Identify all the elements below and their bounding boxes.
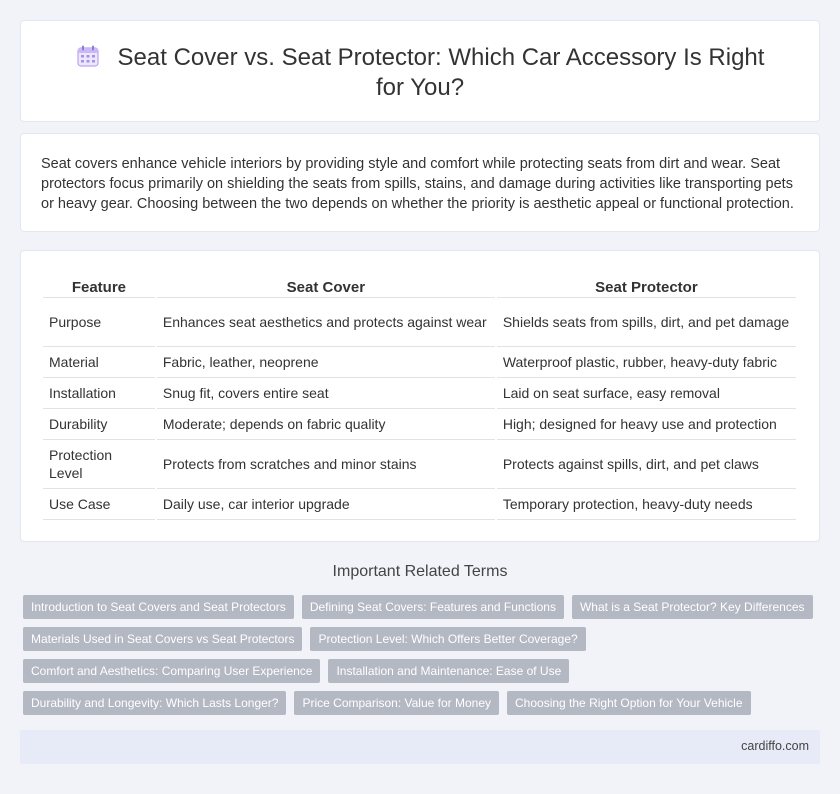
header-seat-protector: Seat Protector	[497, 278, 796, 298]
footer-site-link[interactable]: cardiffo.com	[741, 739, 809, 753]
header-seat-cover: Seat Cover	[157, 278, 495, 298]
intro-card	[20, 133, 820, 232]
table-row	[43, 440, 796, 489]
seat-protector-cell: Laid on seat surface, easy removal	[497, 378, 796, 409]
related-term-link[interactable]: Introduction to Seat Covers and Seat Protectors	[23, 595, 294, 619]
related-term-link[interactable]: What is a Seat Protector? Key Differences	[572, 595, 813, 619]
seat-protector-cell: Waterproof plastic, rubber, heavy-duty fabric	[497, 347, 796, 378]
header-feature: Feature	[43, 278, 155, 298]
related-term-link[interactable]: Installation and Maintenance: Ease of Use	[328, 659, 569, 683]
row-label: Durability	[43, 409, 155, 440]
related-term-link[interactable]: Comfort and Aesthetics: Comparing User Experience	[23, 659, 320, 683]
related-term-link[interactable]: Protection Level: Which Offers Better Coverage?	[310, 627, 585, 651]
table-row	[43, 378, 796, 409]
row-label: Material	[43, 347, 155, 378]
table-row	[43, 298, 796, 347]
table-header-row	[43, 278, 796, 298]
row-label: Purpose	[43, 298, 155, 347]
comparison-table	[41, 278, 798, 520]
seat-cover-cell: Fabric, leather, neoprene	[157, 347, 495, 378]
table-row	[43, 409, 796, 440]
table-row	[43, 347, 796, 378]
related-term-link[interactable]: Price Comparison: Value for Money	[294, 691, 499, 715]
intro-paragraph: Seat covers enhance vehicle interiors by providing style and comfort while protecting seats from dirt and wear. Seat protectors focus primarily on shielding the seats from spills, stains, and damage during activities like transporting pets or heavy gear. Choosing between the two depends on whether the priority is aesthetic appeal or functional protection.	[41, 156, 794, 212]
table-row	[43, 489, 796, 520]
seat-cover-cell: Protects from scratches and minor stains	[157, 440, 495, 489]
calendar-icon	[76, 44, 100, 68]
seat-protector-cell: Temporary protection, heavy-duty needs	[497, 489, 796, 520]
title-card	[20, 20, 820, 122]
seat-protector-cell: Protects against spills, dirt, and pet claws	[497, 440, 796, 489]
related-term-link[interactable]: Materials Used in Seat Covers vs Seat Protectors	[23, 627, 302, 651]
related-term-link[interactable]: Durability and Longevity: Which Lasts Longer?	[23, 691, 286, 715]
row-label: Use Case	[43, 489, 155, 520]
related-term-link[interactable]: Choosing the Right Option for Your Vehicle	[507, 691, 750, 715]
footer-bar	[20, 730, 820, 764]
seat-cover-cell: Enhances seat aesthetics and protects against wear	[157, 298, 495, 347]
related-term-link[interactable]: Defining Seat Covers: Features and Functions	[302, 595, 564, 619]
seat-cover-cell: Daily use, car interior upgrade	[157, 489, 495, 520]
seat-cover-cell: Moderate; depends on fabric quality	[157, 409, 495, 440]
related-terms-list	[23, 595, 813, 715]
seat-cover-cell: Snug fit, covers entire seat	[157, 378, 495, 409]
related-terms-title: Important Related Terms	[332, 563, 508, 580]
page-title	[61, 43, 779, 103]
comparison-table-card	[20, 250, 820, 542]
seat-protector-cell: High; designed for heavy use and protection	[497, 409, 796, 440]
row-label: Protection Level	[43, 440, 155, 489]
row-label: Installation	[43, 378, 155, 409]
seat-protector-cell: Shields seats from spills, dirt, and pet damage	[497, 298, 796, 347]
page-title-text: Seat Cover vs. Seat Protector: Which Car Accessory Is Right for You?	[117, 44, 765, 101]
